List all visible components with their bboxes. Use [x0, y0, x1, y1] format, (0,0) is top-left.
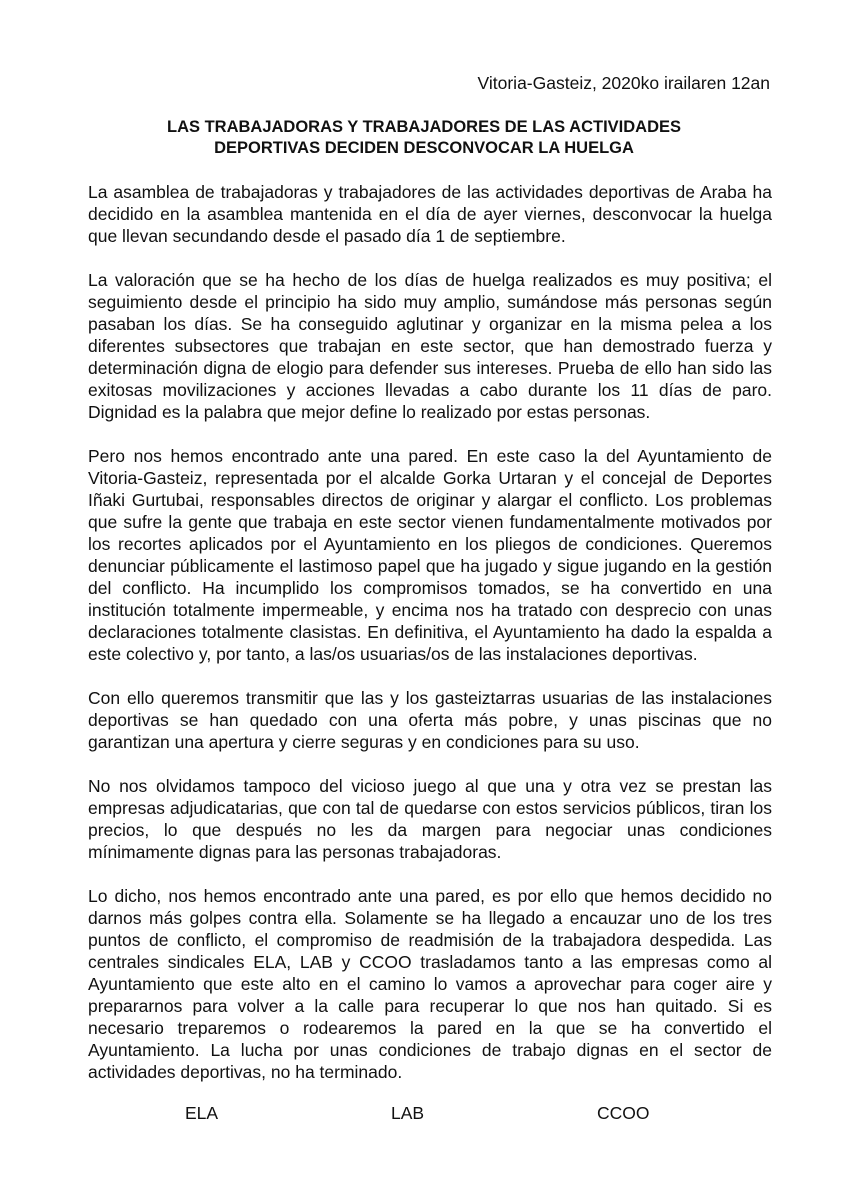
paragraph: La valoración que se ha hecho de los días de huelga realizados es muy positiva; el seguimiento desde el principio ha sido muy amplio, sumándose más personas según pasaban los días. Se ha conseguido aglutinar y organizar en la misma pelea a los diferentes subsectores que trabajan en este sector, que han demostrado fuerza y determinación digna de elogio para defender sus intereses. Prueba de ello han sido las exitosas movilizaciones y acciones llevadas a cabo durante los 11 días de paro. Dignidad es la palabra que mejor define lo realizado por estas personas.	[88, 270, 772, 422]
signature-ela: ELA	[185, 1103, 219, 1123]
signature-lab: LAB	[391, 1103, 425, 1123]
paragraph: Lo dicho, nos hemos encontrado ante una pared, es por ello que hemos decidido no darnos más golpes contra ella. Solamente se ha llegado a encauzar uno de los tres puntos de conflicto, el compromiso de readmisión de la trabajadora despedida. Las centrales sindicales ELA, LAB y CCOO trasladamos tanto a las empresas como al Ayuntamiento que este alto en el camino lo vamos a aprovechar para coger aire y prepararnos para volver a la calle para recuperar lo que nos han quitado. Si es necesario treparemos o rodearemos la pared en la que se ha convertido el Ayuntamiento. La lucha por unas condiciones de trabajo dignas en el sector de actividades deportivas, no ha terminado.	[88, 886, 772, 1082]
paragraph: No nos olvidamos tampoco del vicioso juego al que una y otra vez se prestan las empresas adjudicatarias, que con tal de quedarse con estos servicios públicos, tiran los precios, lo que después no les da margen para negociar unas condiciones mínimamente dignas para las personas trabajadoras.	[88, 776, 772, 862]
document-title	[88, 117, 760, 159]
paragraph: Pero nos hemos encontrado ante una pared. En este caso la del Ayuntamiento de Vitoria-Gasteiz, representada por el alcalde Gorka Urtaran y el concejal de Deportes Iñaki Gurtubai, responsables directos de originar y alargar el conflicto. Los problemas que sufre la gente que trabaja en este sector vienen fundamentalmente motivados por los recortes aplicados por el Ayuntamiento en los pliegos de condiciones. Queremos denunciar públicamente el lastimoso papel que ha jugado y sigue jugando en la gestión del conflicto. Ha incumplido los compromisos tomados, se ha convertido en una institución totalmente impermeable, y encima nos ha tratado con desprecio con unas declaraciones totalmente clasistas. En definitiva, el Ayuntamiento ha dado la espalda a este colectivo y, por tanto, a las/os usuarias/os de las instalaciones deportivas.	[88, 446, 772, 664]
title-line-1: LAS TRABAJADORAS Y TRABAJADORES DE LAS ACTIVIDADES	[167, 118, 681, 136]
signature-ccoo: CCOO	[597, 1103, 650, 1123]
paragraph: Con ello queremos transmitir que las y los gasteiztarras usuarias de las instalaciones deportivas se han quedado con una oferta más pobre, y unas piscinas que no garantizan una apertura y cierre seguras y en condiciones para su uso.	[88, 688, 772, 752]
dateline: Vitoria-Gasteiz, 2020ko irailaren 12an	[477, 73, 770, 93]
title-line-2: DEPORTIVAS DECIDEN DESCONVOCAR LA HUELGA	[214, 139, 634, 157]
paragraph: La asamblea de trabajadoras y trabajadores de las actividades deportivas de Araba ha decidido en la asamblea mantenida en el día de ayer viernes, desconvocar la huelga que llevan secundando desde el pasado día 1 de septiembre.	[88, 182, 772, 246]
signatures	[0, 1102, 848, 1124]
document-body	[88, 181, 772, 1083]
